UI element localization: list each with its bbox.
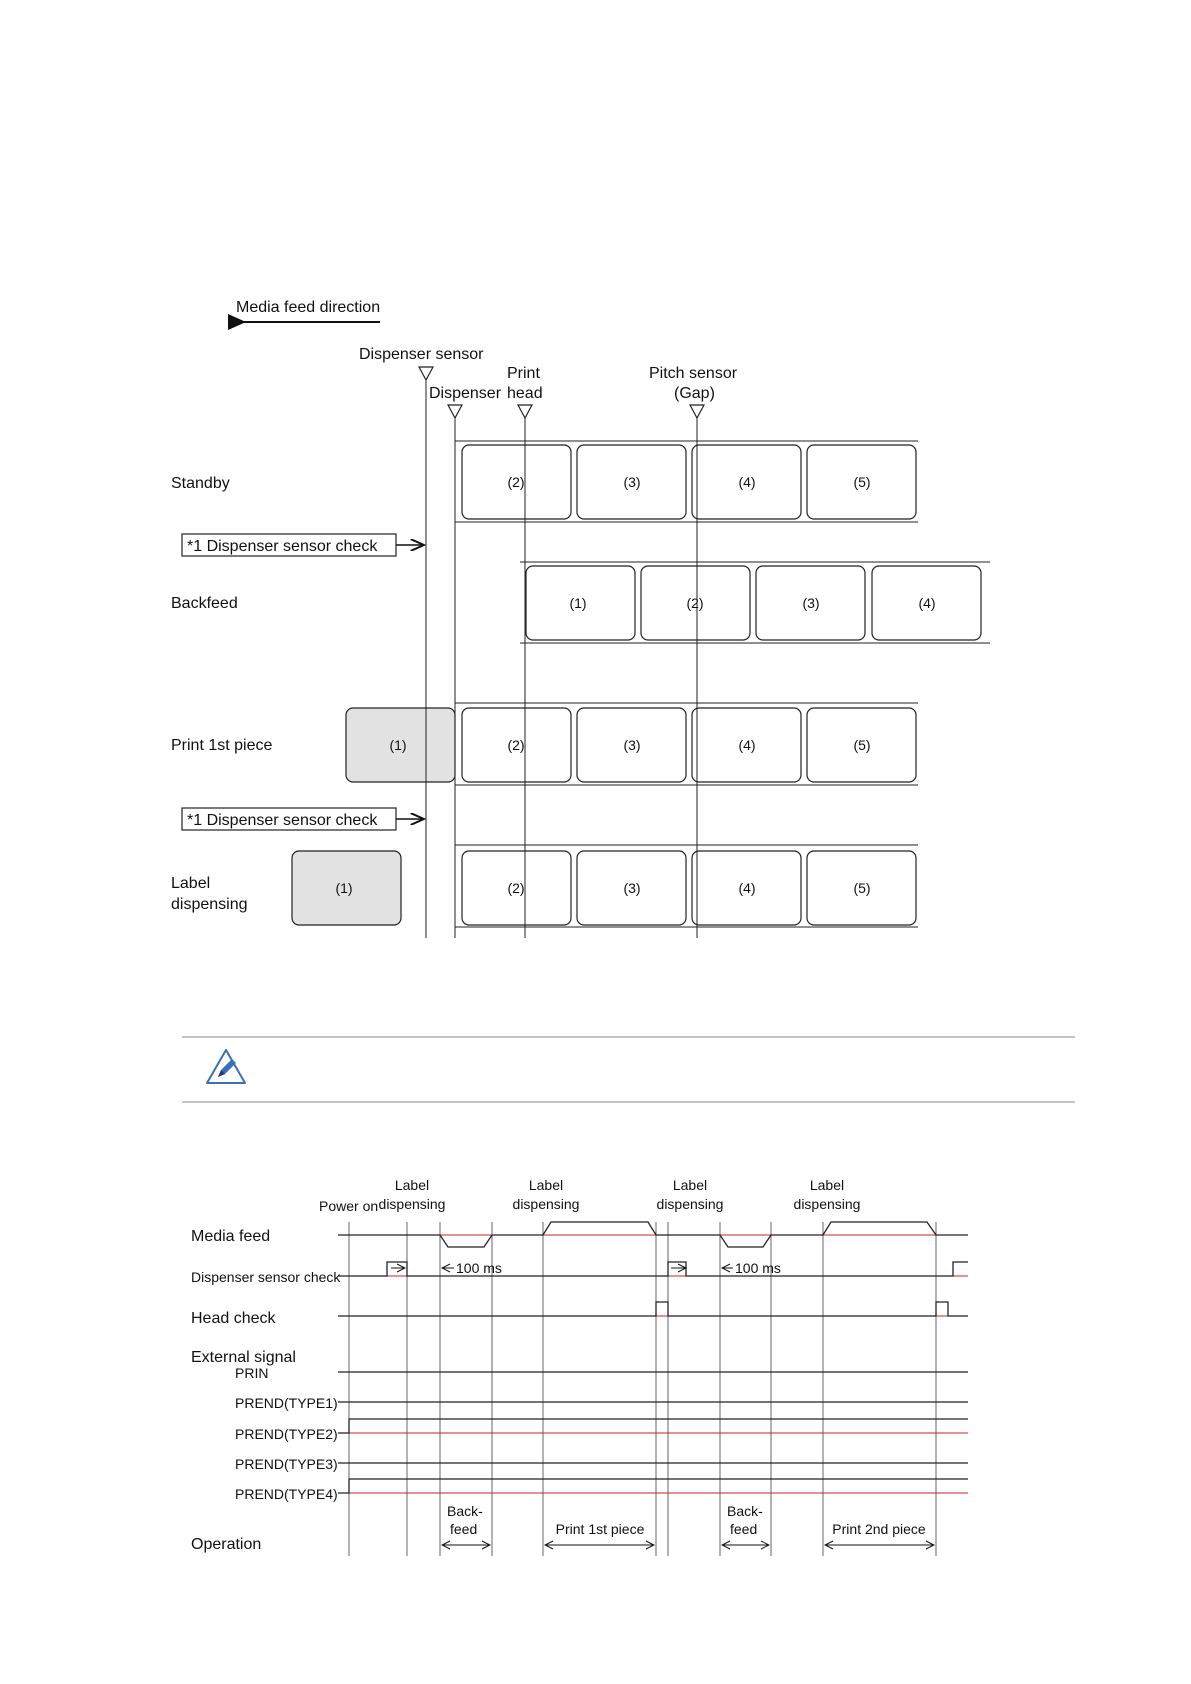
- print-head-label-1: Print: [507, 365, 540, 382]
- event-lines: [349, 1222, 936, 1556]
- svg-text:dispensing: dispensing: [378, 1196, 446, 1212]
- svg-text:(2): (2): [507, 737, 525, 753]
- svg-text:Label: Label: [672, 1177, 708, 1193]
- svg-text:Label: Label: [394, 1177, 430, 1193]
- row-operation: Operation: [191, 1536, 262, 1553]
- dispenser-sensor-check-callout-1: [182, 534, 424, 556]
- label-position-diagram: [171, 299, 990, 938]
- svg-text:dispensing: dispensing: [793, 1196, 861, 1212]
- svg-text:dispensing: dispensing: [656, 1196, 724, 1212]
- svg-text:(3): (3): [802, 595, 820, 611]
- svg-text:Print 1st piece: Print 1st piece: [555, 1521, 645, 1537]
- note-bar: [182, 1037, 1075, 1102]
- pitch-sensor-label-2: (Gap): [674, 385, 715, 402]
- row-prend-type4: PREND(TYPE4): [235, 1486, 338, 1502]
- svg-text:(5): (5): [853, 474, 871, 490]
- svg-text:*1 Dispenser sensor check: *1 Dispenser sensor check: [187, 538, 378, 555]
- operation-backfeed-1: [442, 1503, 490, 1545]
- svg-text:(3): (3): [623, 737, 641, 753]
- power-on-label: Power on: [319, 1198, 379, 1214]
- prend-type2-signal: [338, 1419, 968, 1433]
- standby-labels: [462, 445, 916, 519]
- reference-lines: [349, 1235, 968, 1493]
- svg-text:Print 2nd piece: Print 2nd piece: [832, 1521, 926, 1537]
- operation-print-2nd: [825, 1521, 934, 1545]
- operation-print-1st: [545, 1521, 654, 1545]
- svg-text:feed: feed: [450, 1521, 478, 1537]
- row-label-dispensing-1: Label: [171, 875, 211, 892]
- svg-text:(2): (2): [507, 474, 525, 490]
- svg-text:100 ms: 100 ms: [735, 1260, 781, 1276]
- svg-text:*1 Dispenser sensor check: *1 Dispenser sensor check: [187, 812, 378, 829]
- svg-text:(3): (3): [623, 880, 641, 896]
- pencil-note-icon: [207, 1050, 245, 1083]
- head-check-signal: [338, 1302, 968, 1316]
- row-prend-type3: PREND(TYPE3): [235, 1456, 338, 1472]
- svg-text:feed: feed: [730, 1521, 758, 1537]
- dispenser-marker-icon: [448, 405, 462, 418]
- dispenser-sensor-check-signal: [338, 1262, 968, 1276]
- svg-text:Back-: Back-: [447, 1503, 483, 1519]
- svg-text:(5): (5): [853, 880, 871, 896]
- print-head-label-2: head: [507, 385, 543, 402]
- backfeed-labels: [526, 566, 981, 640]
- svg-text:Back-: Back-: [727, 1503, 763, 1519]
- svg-text:(4): (4): [738, 737, 756, 753]
- svg-text:100 ms: 100 ms: [456, 1260, 502, 1276]
- dispenser-sensor-check-callout-2: [182, 808, 424, 830]
- media-feed-direction-label: Media feed direction: [236, 299, 381, 316]
- print-1st-labels: [346, 708, 916, 782]
- svg-text:(2): (2): [686, 595, 704, 611]
- row-external-signal: External signal: [191, 1349, 296, 1366]
- svg-text:(5): (5): [853, 737, 871, 753]
- row-dispenser-sensor-check: Dispenser sensor check: [191, 1269, 341, 1285]
- svg-text:(3): (3): [623, 474, 641, 490]
- prend-type4-signal: [338, 1479, 968, 1493]
- operation-backfeed-2: [722, 1503, 769, 1545]
- svg-text:(1): (1): [389, 737, 407, 753]
- svg-text:(2): (2): [507, 880, 525, 896]
- svg-text:(4): (4): [738, 474, 756, 490]
- svg-text:(1): (1): [335, 880, 353, 896]
- row-label-dispensing-2: dispensing: [171, 896, 248, 913]
- row-prend-type2: PREND(TYPE2): [235, 1426, 338, 1442]
- dispenser-sensor-marker-icon: [419, 367, 433, 380]
- svg-text:(1): (1): [569, 595, 587, 611]
- svg-text:Label: Label: [809, 1177, 845, 1193]
- row-prin: PRIN: [235, 1365, 269, 1381]
- row-media-feed: Media feed: [191, 1228, 271, 1245]
- svg-text:(4): (4): [738, 880, 756, 896]
- svg-text:Label: Label: [528, 1177, 564, 1193]
- dispensing-labels: [292, 851, 916, 925]
- row-head-check: Head check: [191, 1310, 276, 1327]
- pitch-sensor-label-1: Pitch sensor: [649, 365, 738, 382]
- label-dispensing-headers: [379, 1177, 861, 1212]
- row-print-1st: Print 1st piece: [171, 737, 273, 754]
- svg-text:(4): (4): [918, 595, 936, 611]
- delay-annotation-2: [671, 1260, 781, 1276]
- timing-chart: [191, 1177, 968, 1556]
- dispenser-label: Dispenser: [429, 385, 502, 402]
- row-standby: Standby: [171, 475, 230, 492]
- print-head-marker-icon: [518, 405, 532, 418]
- svg-text:dispensing: dispensing: [512, 1196, 580, 1212]
- dispenser-sensor-label: Dispenser sensor: [359, 346, 484, 363]
- pitch-sensor-marker-icon: [690, 405, 704, 418]
- row-backfeed: Backfeed: [171, 595, 238, 612]
- row-prend-type1: PREND(TYPE1): [235, 1395, 338, 1411]
